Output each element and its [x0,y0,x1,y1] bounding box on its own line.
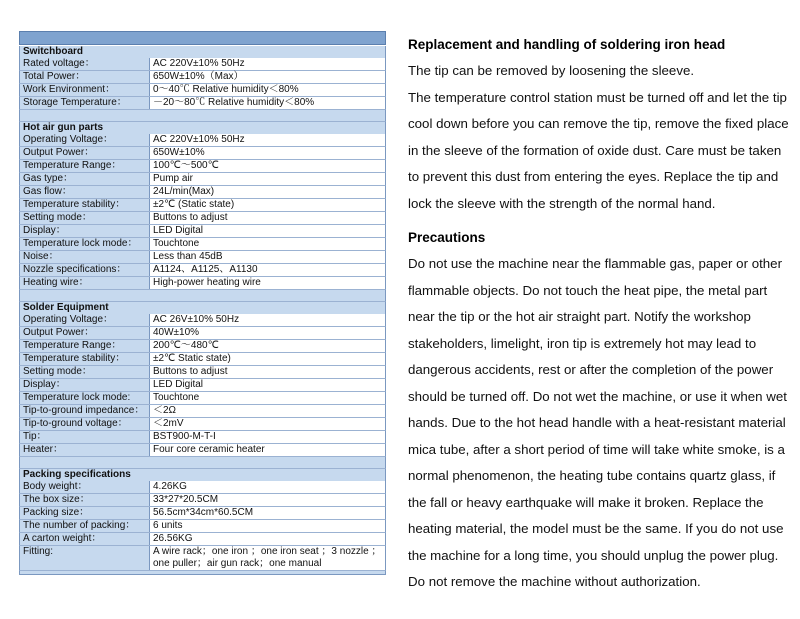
table-row: Nozzle specifications： A1124、A1125、A1130 [19,264,386,277]
paragraph-line: in the sleeve of the formation of oxide dust. Care must be taken [408,142,782,158]
section-spacer [19,110,386,122]
spec-table [19,31,386,575]
table-row: Display： LED Digital [19,379,386,392]
paragraph-line: Do not use the machine near the flammable gas, paper or other [408,256,783,271]
paragraph-line: cool down before you can remove the tip, remove the fixed place [408,116,789,131]
table-row: Tip-to-ground voltage： ＜2mV [19,418,386,431]
table-row: Total Power： 650W±10%（Max） [19,71,386,84]
section-spacer [19,457,386,469]
paragraph-line: should be turned off. Do not wet the machine, or use it when wet [408,388,787,404]
section-title-hot-air: Hot air gun parts [19,122,386,134]
table-row: The number of packing： 6 units [19,520,386,533]
paragraph-line: to prevent this dust from entering the eyes. Replace the tip and [408,169,779,184]
paragraph-line: the machine for a long time, you should unplug the power plug. [408,547,779,563]
instructions-text [408,32,791,596]
table-footer [19,571,386,575]
table-row: Temperature Range： 200℃～480℃ [19,340,386,353]
section-spacer [19,290,386,302]
table-row: Temperature lock mode： Touchtone [19,238,386,251]
precautions-heading: Precautions [408,230,486,245]
paragraph-line: hands. Due to the hot head handle with a heat-resistant material [408,415,786,430]
table-row: Temperature lock mode: Touchtone [19,392,386,405]
table-row: Tip-to-ground impedance： ＜2Ω [19,405,386,418]
table-row: Display： LED Digital [19,225,386,238]
table-row: Setting mode： Buttons to adjust [19,366,386,379]
table-row: Gas type： Pump air [19,173,386,186]
section-title-solder: Solder Equipment [19,302,386,314]
table-row: Fitting: A wire rack；one iron ；one iron seat ；3 nozzle ；one puller；air gun rack；one manual [19,546,386,571]
table-header-bar [19,31,386,45]
paragraph-line: The tip can be removed by loosening the sleeve. [408,63,695,78]
paragraph-line: heating material, the model must be the same. If you do not use [408,521,784,536]
table-row: Heater： Four core ceramic heater [19,444,386,457]
table-row: Output Power： 40W±10% [19,327,386,340]
table-row: A carton weight： 26.56KG [19,533,386,546]
table-row: Temperature Range： 100℃～500℃ [19,160,386,173]
paragraph-line: the fall or heavy earthquake will make it broken. Replace the [408,494,764,510]
paragraph-line: mica tube, after a short period of time will take white smoke, is a [408,441,785,457]
table-row: Operating Voltage： AC 26V±10% 50Hz [19,314,386,327]
table-row: Noise： Less than 45dB [19,251,386,264]
table-row: Storage Temperature： －20～80℃ Relative humidity＜80% [19,97,386,110]
table-row: Temperature stability： ±2℃ Static state) [19,353,386,366]
table-row: Operating Voltage： AC 220V±10% 50Hz [19,134,386,147]
section-title-switchboard: Switchboard [19,46,386,58]
paragraph-line: The temperature control station must be turned off and let the tip [408,89,787,105]
paragraph-line: Do not remove the machine without authorization. [408,574,701,589]
table-row: The box size： 33*27*20.5CM [19,494,386,507]
section-title-packing: Packing specifications [19,469,386,481]
paragraph-line: stakeholders, limelight, iron tip is extremely hot may lead to [408,335,757,351]
replacement-heading: Replacement and handling of soldering iron head [408,37,726,52]
table-row: Heating wire： High-power heating wire [19,277,386,290]
table-row: Output Power： 650W±10% [19,147,386,160]
table-row: Tip： BST900-M-T-I [19,431,386,444]
table-row: Gas flow： 24L/min(Max) [19,186,386,199]
table-row: Temperature stability： ±2℃ (Static state) [19,199,386,212]
paragraph-line: near the tip or the hot air straight part. Notify the workshop [408,309,751,324]
table-row: Packing size： 56.5cm*34cm*60.5CM [19,507,386,520]
paragraph-line: lock the sleeve with the strength of the normal hand. [408,195,716,211]
table-row: Work Environment： 0～40℃ Relative humidity＜80% [19,84,386,97]
paragraph-line: flammable objects. Do not touch the heat pipe, the metal part [408,282,768,298]
table-row: Body weight： 4.26KG [19,481,386,494]
paragraph-line: dangerous accidents, rest or after the completion of the power [408,362,774,377]
paragraph-line: normal phenomenon, the heating tube contains quartz glass, if [408,468,776,483]
table-row: Rated voltage： AC 220V±10% 50Hz [19,58,386,71]
table-row: Setting mode： Buttons to adjust [19,212,386,225]
